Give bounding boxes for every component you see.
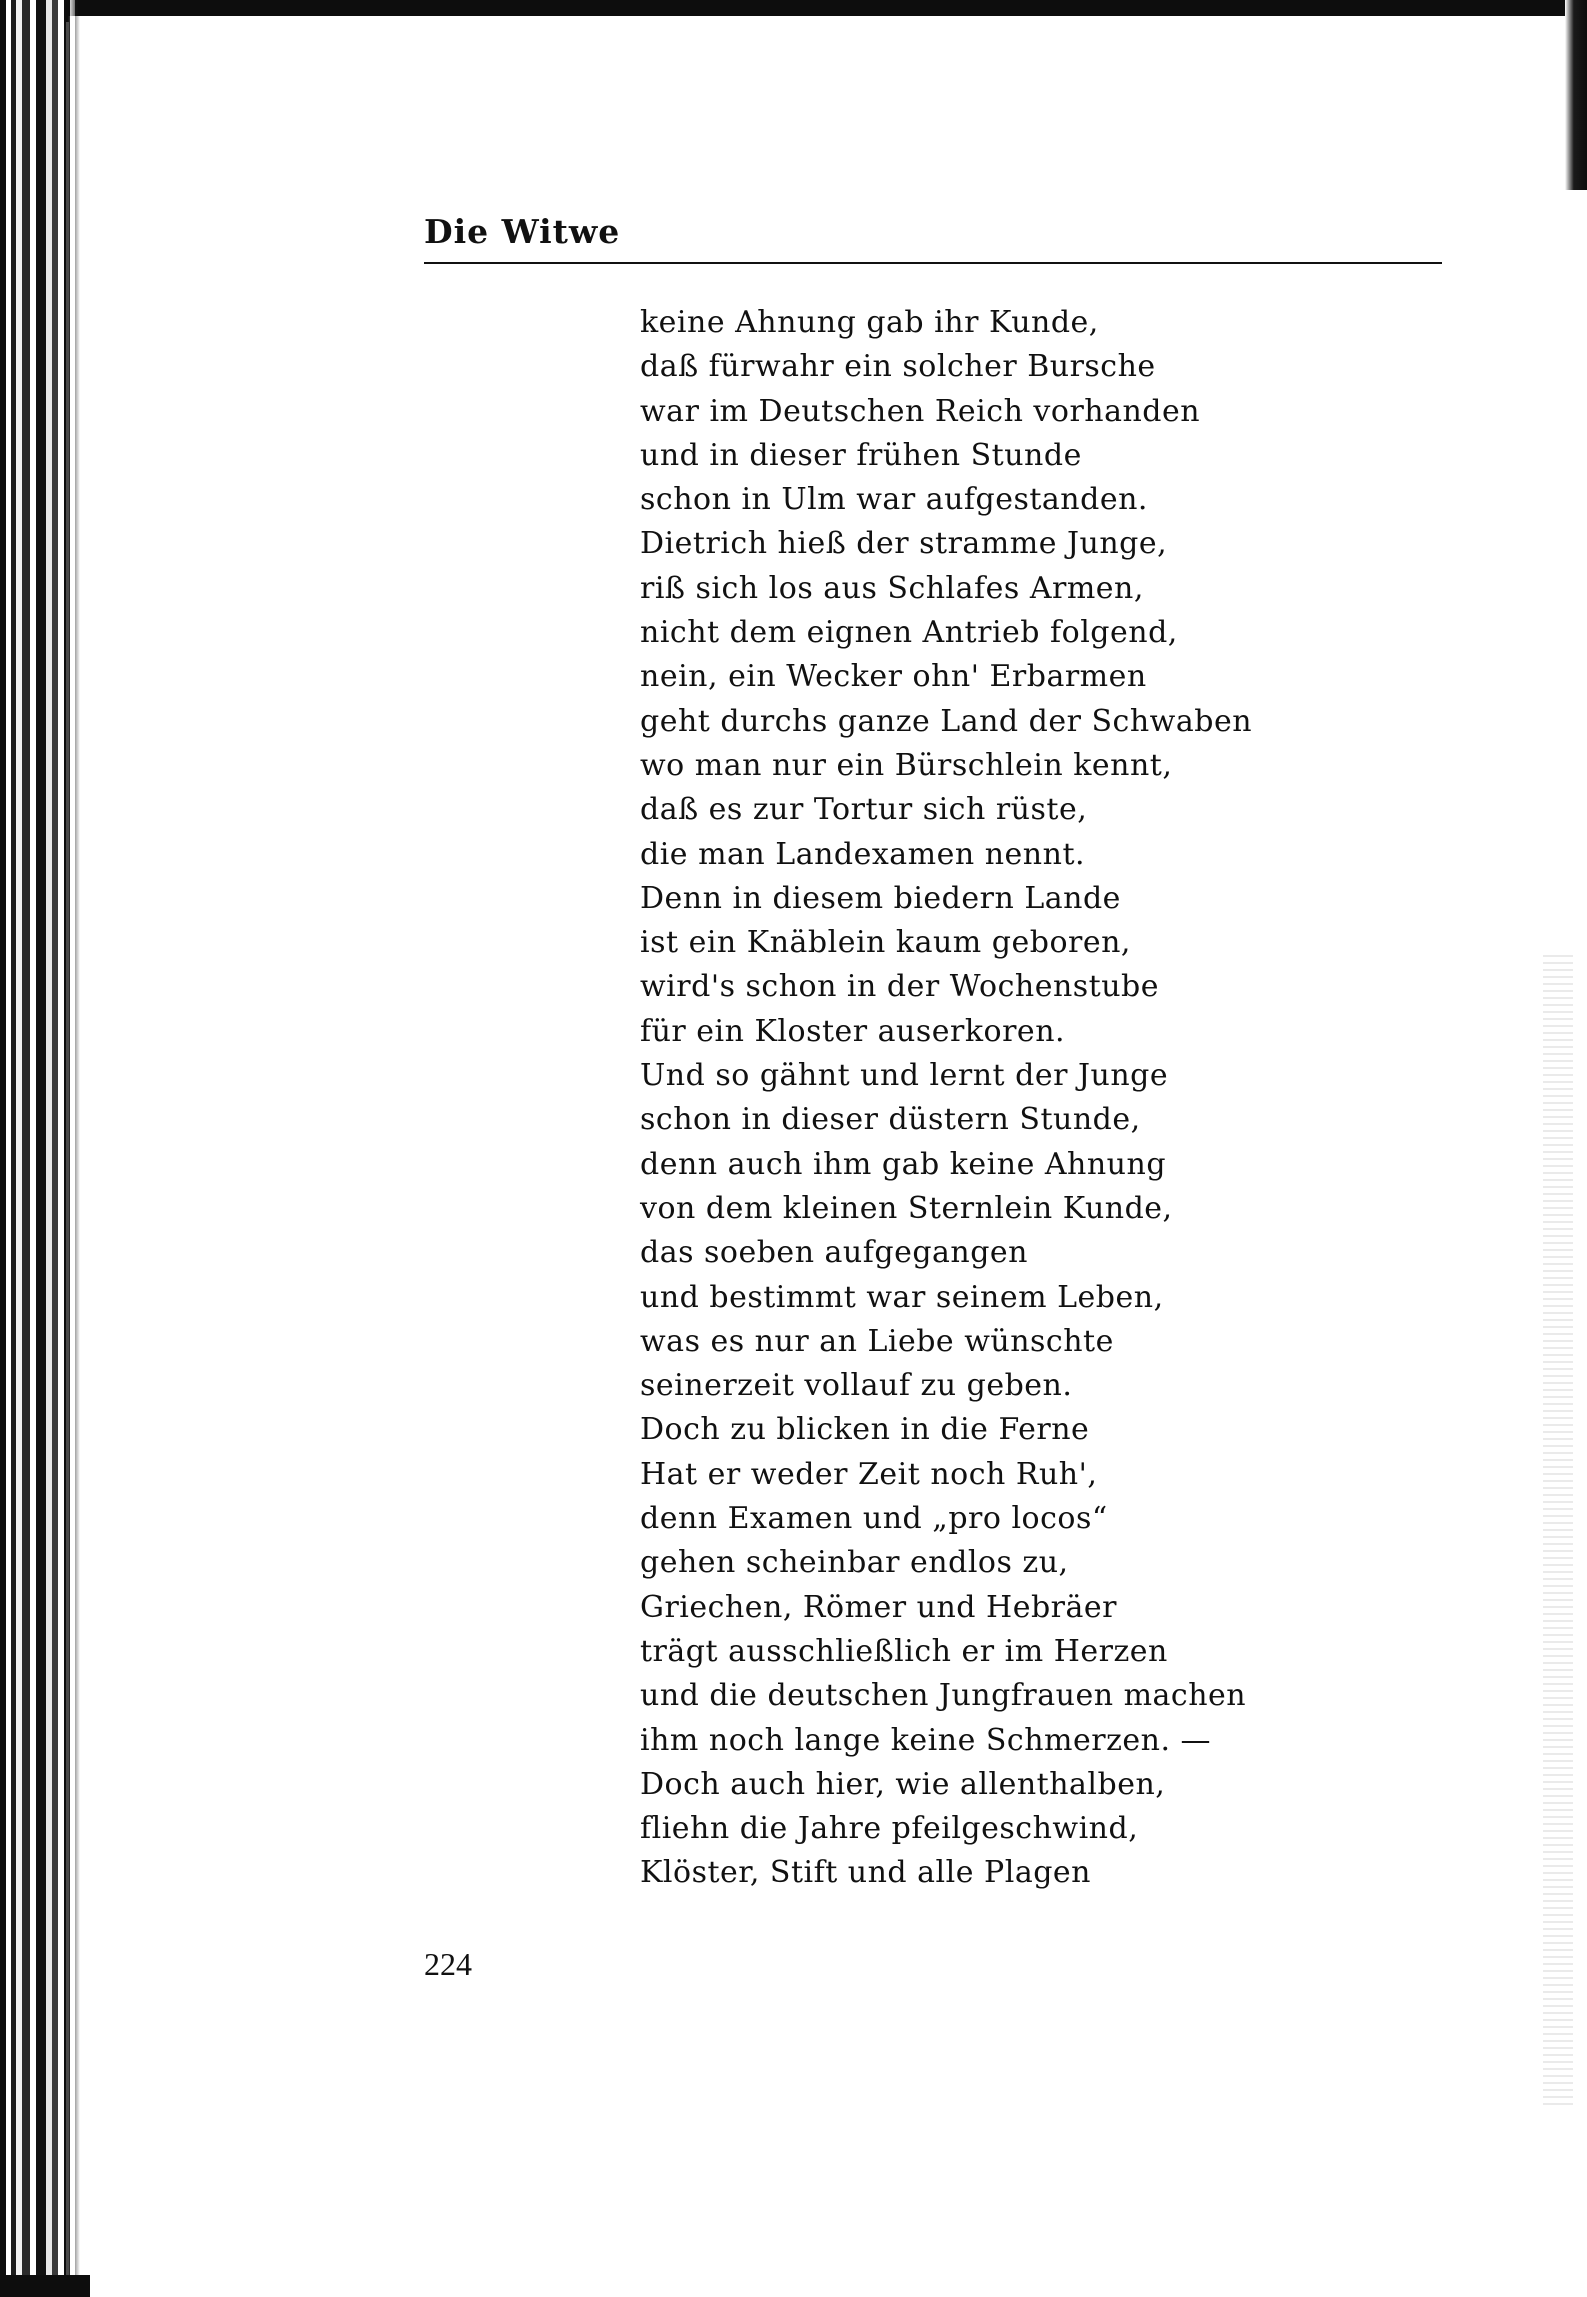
- verse-line: daß fürwahr ein solcher Bursche: [640, 349, 1156, 385]
- scan-top-border: [0, 0, 1587, 16]
- running-head: [424, 210, 1442, 264]
- verse-line: trägt ausschließlich er im Herzen: [640, 1633, 1168, 1669]
- verse-line: Griechen, Römer und Hebräer: [640, 1589, 1117, 1625]
- verse-line: seinerzeit vollauf zu geben.: [640, 1368, 1073, 1404]
- verse-line: geht durchs ganze Land der Schwaben: [640, 703, 1253, 739]
- verse-body: [640, 301, 1440, 1896]
- verse-line: von dem kleinen Sternlein Kunde,: [640, 1190, 1173, 1226]
- verse-line: denn auch ihm gab keine Ahnung: [640, 1146, 1167, 1182]
- verse-line: Doch zu blicken in die Ferne: [640, 1412, 1090, 1448]
- scan-bottom-edge: [0, 2275, 90, 2297]
- verse-line: Dietrich hieß der stramme Junge,: [640, 526, 1168, 562]
- verse-line: für ein Kloster auserkoren.: [640, 1013, 1066, 1049]
- verse-line: und bestimmt war seinem Leben,: [640, 1279, 1164, 1315]
- verse-line: daß es zur Tortur sich rüste,: [640, 792, 1088, 828]
- page-number: 224: [424, 1946, 472, 1982]
- verse-line: schon in dieser düstern Stunde,: [640, 1102, 1141, 1138]
- verse-line: Doch auch hier, wie allenthalben,: [640, 1766, 1166, 1802]
- verse-line: ihm noch lange keine Schmerzen. —: [640, 1722, 1212, 1758]
- verse-line: und in dieser frühen Stunde: [640, 437, 1082, 473]
- verse-line: keine Ahnung gab ihr Kunde,: [640, 305, 1099, 340]
- running-head-title: Die Witwe: [424, 212, 621, 251]
- verse-line: nicht dem eignen Antrieb folgend,: [640, 615, 1178, 651]
- verse-line: Klöster, Stift und alle Plagen: [640, 1855, 1091, 1891]
- verse-line: Denn in diesem biedern Lande: [640, 880, 1121, 916]
- verse-line: denn Examen und „pro locos“: [640, 1501, 1108, 1537]
- verse-line: und die deutschen Jungfrauen machen: [640, 1678, 1247, 1714]
- verse-line: nein, ein Wecker ohn' Erbarmen: [640, 659, 1147, 695]
- verse-line: Und so gähnt und lernt der Junge: [640, 1058, 1169, 1094]
- verse-line: gehen scheinbar endlos zu,: [640, 1545, 1069, 1581]
- verse-line: fliehn die Jahre pfeilgeschwind,: [640, 1811, 1139, 1847]
- verse-line: war im Deutschen Reich vorhanden: [640, 393, 1201, 429]
- scan-top-right-edge: [1565, 0, 1587, 190]
- book-binding-line: [66, 22, 69, 2282]
- verse-line: wird's schon in der Wochenstube: [640, 969, 1160, 1005]
- verse-line: die man Landexamen nennt.: [640, 836, 1086, 872]
- scan-right-speckle: [1543, 950, 1573, 2110]
- verse-line: Hat er weder Zeit noch Ruh',: [640, 1456, 1098, 1492]
- verse-line: das soeben aufgegangen: [640, 1235, 1029, 1271]
- verse-line: wo man nur ein Bürschlein kennt,: [640, 747, 1173, 783]
- verse-line: was es nur an Liebe wünschte: [640, 1323, 1114, 1359]
- verse-line: riß sich los aus Schlafes Armen,: [640, 570, 1144, 606]
- verse-line: ist ein Knäblein kaum geboren,: [640, 925, 1131, 961]
- verse-line: schon in Ulm war aufgestanden.: [640, 482, 1148, 518]
